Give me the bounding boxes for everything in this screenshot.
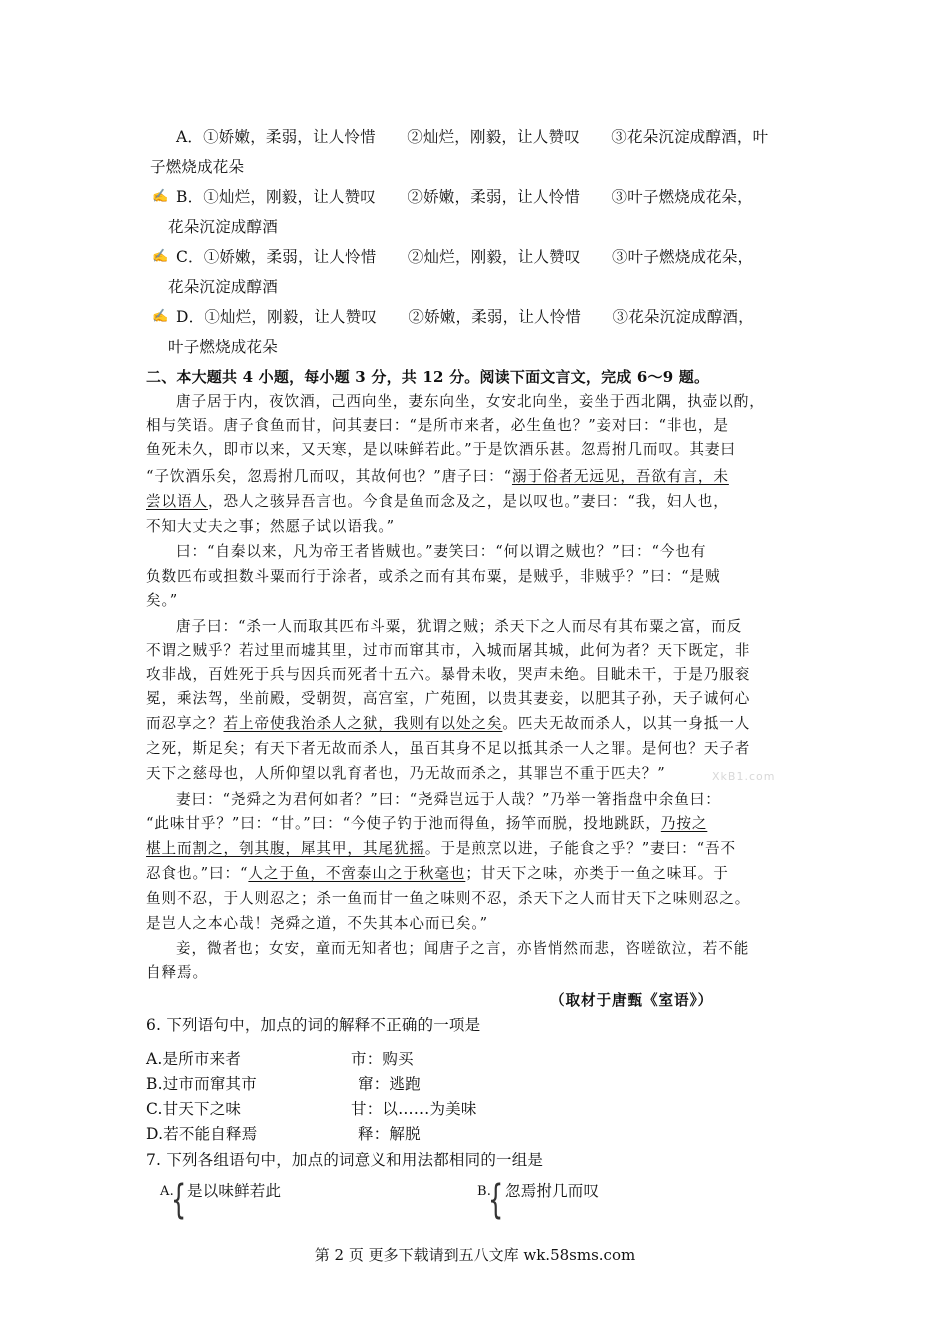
passage-line: 鱼死未久，即市以来，又天寒，是以味鲜若此。”于是饮酒乐甚。忽焉拊几而叹。其妻曰 — [146, 441, 736, 458]
watermark: XkB1.com — [712, 770, 776, 783]
question-6-option-b-gloss: 窜：逃跑 — [358, 1075, 421, 1093]
underlined-sentence: 人之于鱼，不啻泰山之于秋毫也 — [248, 865, 466, 882]
passage-line: 曰：“自秦以来，凡为帝王者皆贼也。”妻笑曰：“何以谓之贼也？”曰：“今也有 — [176, 543, 707, 560]
option-c-line-1: C．①娇嫩，柔弱，让人怜惜 ②灿烂，刚毅，让人赞叹 ③叶子燃烧成花朵， — [176, 248, 754, 266]
underlined-sentence: 溺于俗者无远见，吾欲有言，未 — [511, 468, 729, 485]
passage-text: 。于是煎烹以进，子能食之乎？”妻曰：“吾不 — [424, 840, 736, 857]
question-6-option-c-gloss: 甘：以……为美味 — [351, 1100, 477, 1118]
section-2-heading: 二、本大题共 4 小题，每小题 3 分，共 12 分。阅读下面文言文，完成 6～9 题。 — [146, 368, 710, 386]
hand-pointer-icon: ✍ — [152, 249, 169, 264]
option-b-line-1: B．①灿烂，刚毅，让人赞叹 ②娇嫩，柔弱，让人怜惜 ③叶子燃烧成花朵， — [176, 188, 753, 206]
page-footer: 第 2 页 更多下载请到五八文库 wk.58sms.com — [314, 1246, 636, 1264]
option-b-line-2: 花朵沉淀成醇酒 — [168, 218, 278, 236]
option-d-line-1: D．①灿烂，刚毅，让人赞叹 ②娇嫩，柔弱，让人怜惜 ③花朵沉淀成醇酒， — [176, 308, 754, 326]
passage-source: （取材于唐甄《室语》） — [550, 992, 714, 1009]
underlined-sentence: 椹上而割之，刳其腹，犀其甲，其尾犹摇 — [146, 840, 425, 857]
question-6-option-d: D.若不能自释焉 — [146, 1125, 258, 1143]
option-a-line-2: 子燃烧成花朵 — [150, 158, 245, 176]
passage-line: 是岂人之本心哉！尧舜之道，不失其本心而已矣。” — [146, 915, 488, 932]
passage-line: 冕，乘法驾，坐前殿，受朝贺，高宫室，广苑囿，以贵其妻妾，以肥其子孙，天子诚何心 — [146, 690, 751, 707]
passage-line — [146, 714, 750, 734]
brace-icon: { — [171, 1177, 187, 1223]
hand-pointer-icon: ✍ — [152, 309, 169, 324]
passage-line — [146, 467, 729, 487]
question-6-option-d-gloss: 释：解脱 — [358, 1125, 421, 1143]
question-7-option-b-text: 忽焉拊几而叹 — [505, 1182, 600, 1200]
underlined-sentence: 乃按之 — [660, 815, 708, 832]
passage-line: 不知大丈夫之事；然愿子试以语我。” — [146, 518, 395, 535]
passage-text: “子饮酒乐矣，忽焉拊几而叹，其故何也？”唐子曰：“ — [146, 468, 512, 485]
passage-text: 。匹夫无故而杀人，以其一身抵一人 — [502, 715, 751, 732]
passage-text: ，恐人之骇异吾言也。今食是鱼而念及之，是以叹也。”妻曰：“我，妇人也， — [207, 493, 729, 510]
underlined-sentence: 尝以语人 — [146, 493, 208, 510]
question-6-option-c: C.甘天下之味 — [146, 1100, 242, 1118]
hand-pointer-icon: ✍ — [152, 189, 169, 204]
question-7-option-a-label: A. — [160, 1184, 174, 1199]
passage-line: 之死，斯足矣；有天下者无故而杀人，虽百其身不足以抵其杀一人之罪。是何也？天子者 — [146, 740, 751, 757]
passage-line: 不谓之贼乎？若过里而墟其里，过市而窜其市，入城而屠其城，此何为者？天下既定，非 — [146, 642, 751, 659]
passage-line: 妻曰：“尧舜之为君何如者？”曰：“尧舜岂远于人哉？”乃举一箸指盘中余鱼曰： — [176, 791, 721, 808]
underlined-sentence: 若上帝使我治杀人之狱，我则有以处之矣 — [223, 715, 503, 732]
question-6-option-a: A.是所市来者 — [146, 1050, 242, 1068]
passage-line: 唐子曰：“杀一人而取其匹布斗粟，犹谓之贼；杀天下之人而尽有其布粟之富，而反 — [176, 618, 743, 635]
option-c-line-2: 花朵沉淀成醇酒 — [168, 278, 278, 296]
passage-line: 唐子居于内，夜饮酒，己西向坐，妻东向坐，女安北向坐，妾坐于西北隅，执壶以酌， — [176, 393, 765, 410]
option-d-line-2: 叶子燃烧成花朵 — [168, 338, 278, 356]
passage-line: 相与笑语。唐子食鱼而甘，问其妻曰：“是所市来者，必生鱼也？”妾对曰：“非也，是 — [146, 417, 729, 434]
passage-text: “此味甘乎？”曰：“甘。”曰：“今使子钓于池而得鱼，扬竿而脱，投地跳跃， — [146, 815, 661, 832]
passage-line: 负数匹布或担数斗粟而行于涂者，或杀之而有其布粟，是贼乎，非贼乎？”曰：“是贼 — [146, 568, 721, 585]
brace-icon: { — [488, 1177, 504, 1223]
passage-text: 忍食也。”曰：“ — [146, 865, 249, 882]
passage-line: 攻非战，百姓死于兵与因兵而死者十五六。暴骨未收，哭声未绝。目眦未干，于是乃服衮 — [146, 666, 751, 683]
passage-text: 而忍享之？ — [146, 715, 224, 732]
passage-line: 矣。” — [146, 592, 179, 609]
passage-line — [146, 492, 729, 512]
passage-line — [146, 864, 729, 884]
passage-line: 自释焉。 — [146, 964, 208, 981]
passage-line — [146, 839, 736, 859]
passage-line: 妾，微者也；女安，童而无知者也；闻唐子之言，亦皆悄然而悲，咨嗟欲泣，若不能 — [176, 940, 750, 957]
passage-text: ；甘天下之味，亦类于一鱼之味耳。于 — [465, 865, 729, 882]
passage-line: 鱼则不忍，于人则忍之；杀一鱼而甘一鱼之味则不忍，杀天下之人而甘天下之味则忍之。 — [146, 890, 751, 907]
question-7-option-a-text: 是以味鲜若此 — [187, 1182, 282, 1200]
question-7-option-b-label: B. — [477, 1184, 492, 1199]
passage-line: 天下之慈母也，人所仰望以乳育者也，乃无故而杀之，其罪岂不重于匹夫？” — [146, 765, 666, 782]
question-6-option-a-gloss: 市：购买 — [351, 1050, 414, 1068]
option-a-line-1: A．①娇嫩，柔弱，让人怜惜 ②灿烂，刚毅，让人赞叹 ③花朵沉淀成醇酒，叶 — [176, 128, 769, 146]
passage-line — [146, 814, 707, 834]
question-7-stem: 7. 下列各组语句中，加点的词意义和用法都相同的一组是 — [146, 1151, 544, 1169]
question-6-stem: 6. 下列语句中，加点的词的解释不正确的一项是 — [146, 1016, 481, 1034]
question-6-option-b: B.过市而窜其市 — [146, 1075, 257, 1093]
